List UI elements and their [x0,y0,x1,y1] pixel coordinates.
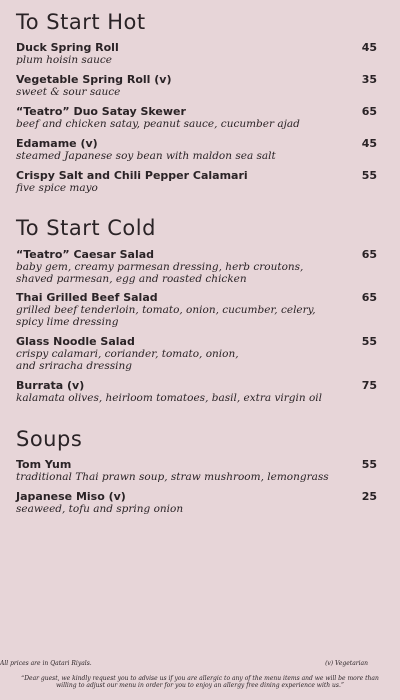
menu-item [16,169,384,194]
item-description: five spice mayo [16,182,98,194]
item-description: grilled beef tenderloin, tomato, onion, cucumber, celery, spicy lime dressing [16,304,316,328]
menu-item [16,105,384,130]
section-title-hot: To Start Hot [16,10,146,34]
menu-item [16,379,384,404]
item-name: Vegetable Spring Roll (v) [16,73,172,86]
vegetarian-note: (v) Vegetarian [325,660,368,667]
item-description: traditional Thai prawn soup, straw mushroom, lemongrass [16,471,329,483]
menu-item [16,248,384,285]
item-price: 55 [361,458,377,471]
item-name: Crispy Salt and Chili Pepper Calamari [16,169,248,182]
item-name: Glass Noodle Salad [16,335,135,348]
allergy-note: “Dear guest, we kindly request you to advise us if you are allergic to any of the menu items and we will be more than willing to adjust our menu in order for you to enjoy an allergy free dining experience with us.” [21,675,379,689]
item-price: 25 [361,490,377,503]
item-price: 55 [361,169,377,182]
item-description: plum hoisin sauce [16,54,112,66]
item-name: Burrata (v) [16,379,85,392]
item-name: “Teatro” Caesar Salad [16,248,155,261]
item-price: 65 [361,291,377,304]
item-description: sweet & sour sauce [16,86,121,98]
item-description: baby gem, creamy parmesan dressing, herb croutons, shaved parmesan, egg and roasted chicken [16,261,304,285]
item-price: 65 [361,248,377,261]
section-title-cold: To Start Cold [16,216,156,240]
section-title-soups: Soups [16,427,83,451]
item-price: 45 [361,137,377,150]
menu-item [16,335,384,372]
item-price: 35 [361,73,377,86]
item-price: 75 [361,379,377,392]
menu-item [16,458,384,483]
item-description: seaweed, tofu and spring onion [16,503,184,515]
item-price: 55 [361,335,377,348]
item-name: Tom Yum [16,458,72,471]
menu-item [16,41,384,66]
menu-item [16,490,384,515]
menu-item [16,137,384,162]
item-description: kalamata olives, heirloom tomatoes, basil, extra virgin oil [16,392,323,404]
item-description: steamed Japanese soy bean with maldon sea salt [16,150,276,162]
item-name: Thai Grilled Beef Salad [16,291,158,304]
menu-item [16,73,384,98]
currency-note: All prices are in Qatari Riyals. [0,660,92,667]
item-description: beef and chicken satay, peanut sauce, cucumber ajad [16,118,300,130]
item-name: “Teatro” Duo Satay Skewer [16,105,186,118]
item-name: Edamame (v) [16,137,98,150]
menu-item [16,291,384,328]
item-price: 45 [361,41,377,54]
item-name: Duck Spring Roll [16,41,119,54]
item-name: Japanese Miso (v) [16,490,126,503]
item-price: 65 [361,105,377,118]
item-description: crispy calamari, coriander, tomato, onion, and sriracha dressing [16,348,239,372]
